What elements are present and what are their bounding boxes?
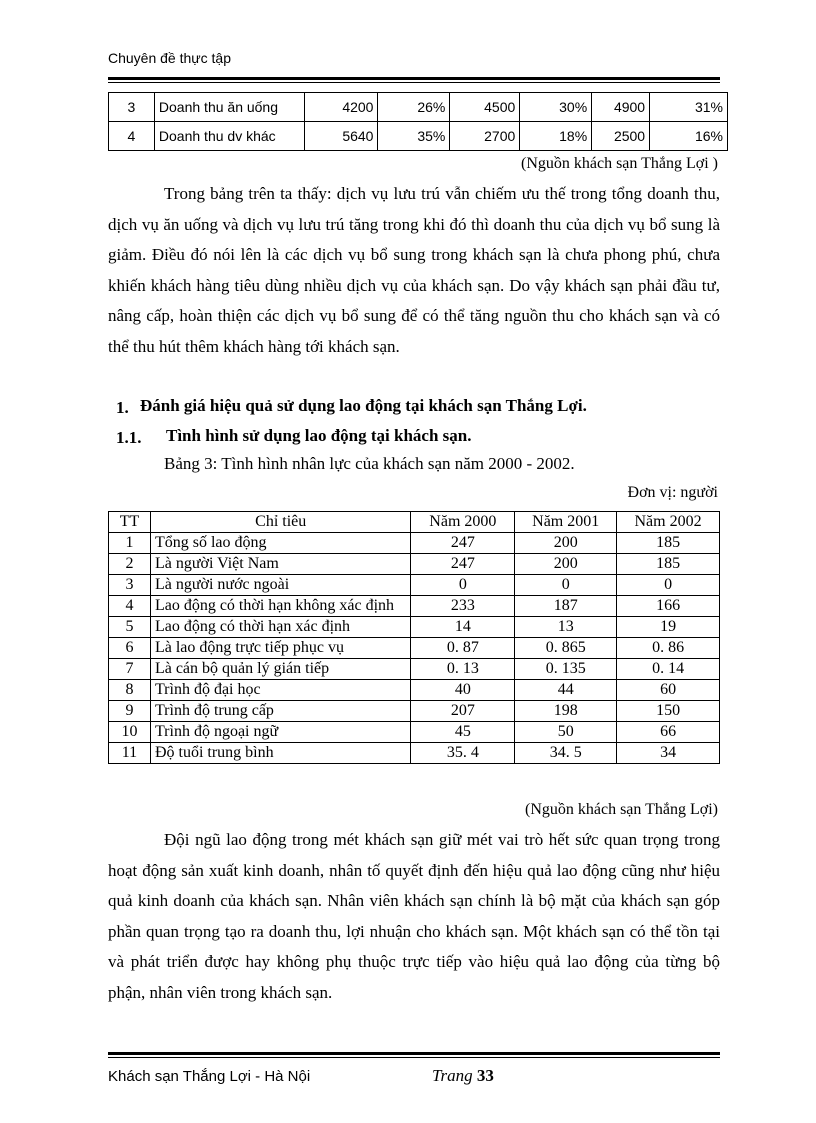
footer-hotel-name: Khách sạn Thắng Lợi - Hà Nội: [108, 1068, 311, 1085]
staff-table-source: (Nguồn khách sạn Thắng Lợi): [524, 801, 718, 818]
table-cell: Là người nước ngoài: [150, 575, 410, 596]
table-cell: 0: [515, 575, 617, 596]
table-row: [109, 743, 720, 764]
column-header: Năm 2000: [411, 512, 515, 533]
table-cell: 0. 135: [515, 659, 617, 680]
table-3-caption: Bảng 3: Tình hình nhân lực của khách sạn năm 2000 - 2002.: [164, 454, 575, 473]
column-header: Năm 2002: [617, 512, 720, 533]
heading-1-1-number: 1.1.: [116, 428, 142, 447]
table-cell: 0. 13: [411, 659, 515, 680]
heading-1: Đánh giá hiệu quả sử dụng lao động tại khách sạn Thắng Lợi.: [140, 396, 587, 415]
table-row: [109, 575, 720, 596]
page-header-title: Chuyên đề thực tập: [108, 50, 232, 66]
table-cell: Trình độ trung cấp: [150, 701, 410, 722]
page-number-value: 33: [476, 1066, 494, 1085]
table-row: [109, 554, 720, 575]
table-cell: 0: [411, 575, 515, 596]
table-cell: 233: [411, 596, 515, 617]
table-cell: 9: [109, 701, 151, 722]
header-divider: [108, 77, 720, 83]
table-cell: Doanh thu ăn uống: [154, 93, 304, 122]
table-cell: 16%: [650, 122, 728, 151]
column-header: Năm 2001: [515, 512, 617, 533]
table-cell: Trình độ ngoại ngữ: [150, 722, 410, 743]
revenue-table: [108, 92, 728, 151]
table-cell: 14: [411, 617, 515, 638]
table-cell: Là cán bộ quản lý gián tiếp: [150, 659, 410, 680]
table-cell: 26%: [378, 93, 450, 122]
table-cell: 45: [411, 722, 515, 743]
table-cell: 200: [515, 533, 617, 554]
table-cell: 4900: [592, 93, 650, 122]
table-cell: 35%: [378, 122, 450, 151]
table-cell: Doanh thu dv khác: [154, 122, 304, 151]
table-row: [109, 701, 720, 722]
table-cell: 4: [109, 122, 155, 151]
table-cell: 50: [515, 722, 617, 743]
table-cell: 2: [109, 554, 151, 575]
page-label: Trang: [432, 1066, 473, 1085]
table-cell: 185: [617, 554, 720, 575]
table-cell: 5640: [304, 122, 378, 151]
table-cell: 150: [617, 701, 720, 722]
table-cell: 66: [617, 722, 720, 743]
table-cell: 4500: [450, 93, 520, 122]
table-cell: 0. 14: [617, 659, 720, 680]
column-header: TT: [109, 512, 151, 533]
table-row: [109, 596, 720, 617]
paragraph-revenue-analysis: Trong bảng trên ta thấy: dịch vụ lưu trú vẫn chiếm ưu thế trong tổng doanh thu, dịch vụ ăn uống và dịch vụ lưu trú tăng trong khi đó thì doanh thu của dịch vụ bổ sung là giảm. Điều đó nói lên là các dịch vụ bổ sung trong khách sạn là chưa phong phú, chưa khiến khách hàng tiêu dùng nhiều dịch vụ của khách sạn. Do vậy khách sạn phải đầu tư, nâng cấp, hoàn thiện các dịch vụ bổ sung để có thể tăng nguồn thu cho khách sạn và có thể thu hút thêm khách hàng tới khách sạn.: [108, 184, 720, 356]
revenue-table-source: (Nguồn khách sạn Thắng Lợi ): [520, 155, 718, 172]
table-row: [109, 122, 728, 151]
table-cell: 44: [515, 680, 617, 701]
table-cell: 187: [515, 596, 617, 617]
table-cell: 1: [109, 533, 151, 554]
table-row: [109, 533, 720, 554]
table-row: [109, 617, 720, 638]
paragraph-staff-role: Đội ngũ lao động trong mét khách sạn giữ mét vai trò hết sức quan trọng trong hoạt động sản xuất kinh doanh, nhân tố quyết định đến hiệu quả lao động cũng như hiệu quả kinh doanh của khách sạn. Nhân viên khách sạn chính là bộ mặt của khách sạn góp phần quan trọng tạo ra doanh thu, lợi nhuận cho khách sạn. Một khách sạn có thể tồn tại và phát triển được hay không phụ thuộc trực tiếp vào hiệu quả lao động của từng bộ phận, nhân viên trong khách sạn.: [108, 830, 720, 1002]
table-cell: 3: [109, 575, 151, 596]
table-header-row: [109, 512, 720, 533]
column-header: Chỉ tiêu: [150, 512, 410, 533]
table-cell: Là người Việt Nam: [150, 554, 410, 575]
table-cell: 4200: [304, 93, 378, 122]
table-cell: Là lao động trực tiếp phục vụ: [150, 638, 410, 659]
table-cell: 8: [109, 680, 151, 701]
table-cell: 6: [109, 638, 151, 659]
table-row: [109, 93, 728, 122]
table-row: [109, 638, 720, 659]
table-cell: 34: [617, 743, 720, 764]
heading-1-1: Tình hình sử dụng lao động tại khách sạn.: [166, 426, 472, 445]
table-cell: 4: [109, 596, 151, 617]
footer-divider: [108, 1052, 720, 1058]
table-row: [109, 722, 720, 743]
table-cell: Tổng số lao động: [150, 533, 410, 554]
table-cell: 2700: [450, 122, 520, 151]
table-cell: 185: [617, 533, 720, 554]
table-row: [109, 659, 720, 680]
unit-label: Đơn vị: người: [627, 484, 718, 501]
table-cell: Lao động có thời hạn xác định: [150, 617, 410, 638]
table-cell: 0: [617, 575, 720, 596]
table-cell: 198: [515, 701, 617, 722]
table-cell: 40: [411, 680, 515, 701]
table-cell: 7: [109, 659, 151, 680]
table-cell: 30%: [520, 93, 592, 122]
table-cell: 200: [515, 554, 617, 575]
table-cell: 31%: [650, 93, 728, 122]
table-cell: Trình độ đại học: [150, 680, 410, 701]
table-cell: 13: [515, 617, 617, 638]
heading-1-number: 1.: [116, 398, 129, 417]
table-cell: 0. 865: [515, 638, 617, 659]
table-cell: 247: [411, 554, 515, 575]
table-cell: 19: [617, 617, 720, 638]
table-cell: 10: [109, 722, 151, 743]
table-row: [109, 680, 720, 701]
table-cell: 34. 5: [515, 743, 617, 764]
table-cell: 0. 87: [411, 638, 515, 659]
table-cell: 60: [617, 680, 720, 701]
table-cell: 207: [411, 701, 515, 722]
table-cell: 3: [109, 93, 155, 122]
table-cell: 5: [109, 617, 151, 638]
page-number: [432, 1066, 494, 1086]
table-cell: 247: [411, 533, 515, 554]
table-cell: Lao động có thời hạn không xác định: [150, 596, 410, 617]
table-cell: Độ tuổi trung bình: [150, 743, 410, 764]
table-cell: 35. 4: [411, 743, 515, 764]
table-cell: 166: [617, 596, 720, 617]
table-cell: 0. 86: [617, 638, 720, 659]
table-cell: 18%: [520, 122, 592, 151]
staff-table: [108, 511, 720, 764]
table-cell: 11: [109, 743, 151, 764]
table-cell: 2500: [592, 122, 650, 151]
